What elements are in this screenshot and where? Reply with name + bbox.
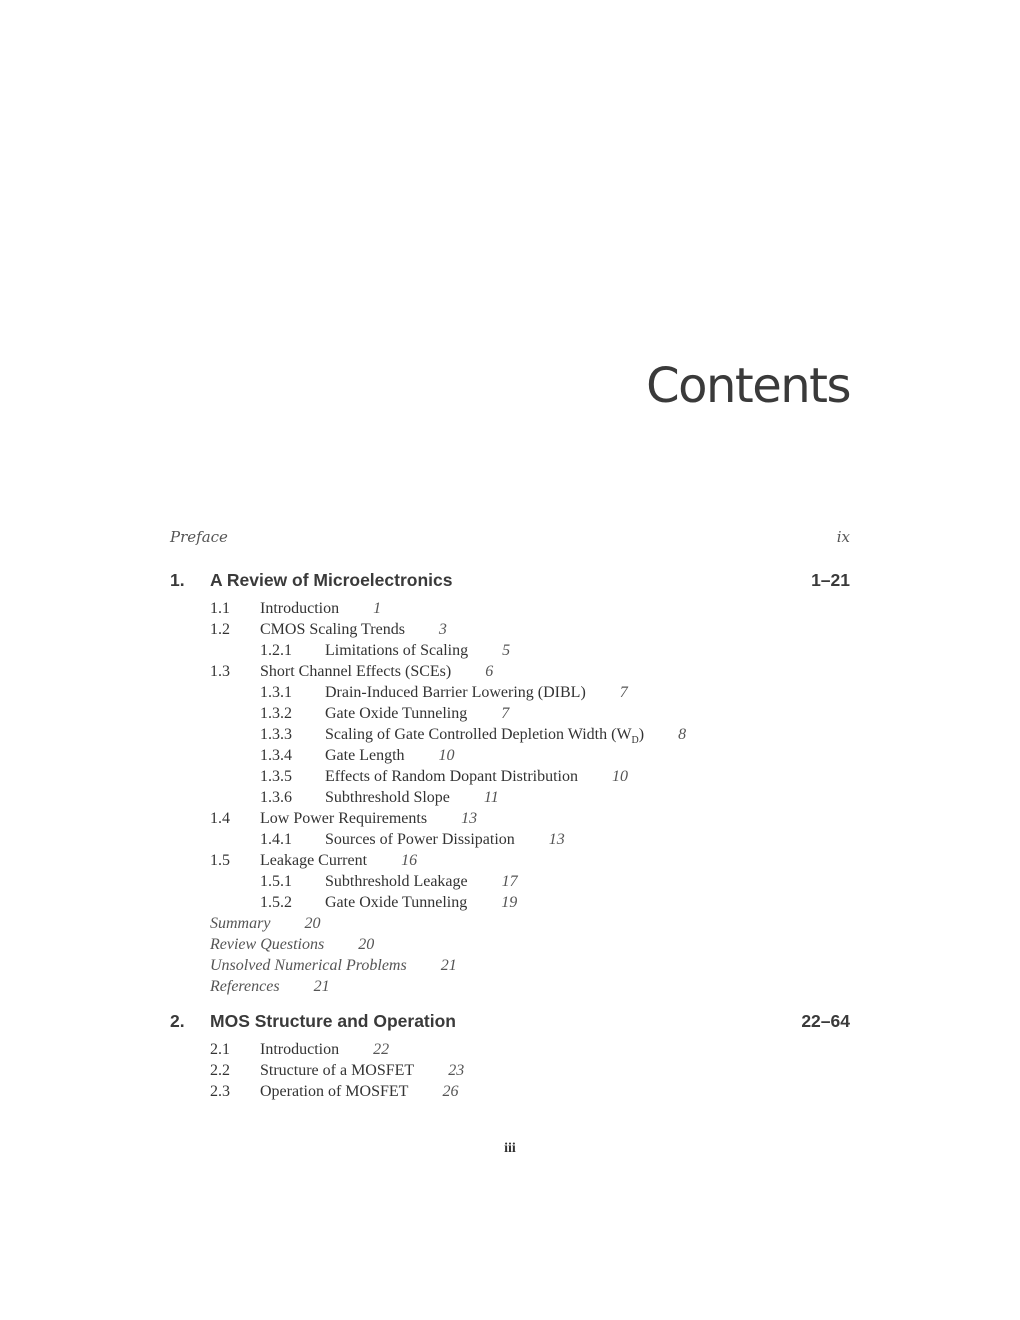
extra-page: 21 [313, 978, 330, 995]
section-page: 16 [401, 852, 418, 869]
section-title: Sources of Power Dissipation [325, 831, 515, 848]
toc-entry [210, 619, 447, 640]
section-title: Introduction [260, 1041, 340, 1058]
section-page: 10 [612, 768, 628, 785]
section-title-end: ) [638, 726, 645, 743]
section-page: 1 [373, 600, 382, 617]
preface-page: ix [836, 528, 850, 546]
section-number: 1.4.1 [260, 831, 292, 848]
section-title: Short Channel Effects (SCEs) [260, 663, 452, 680]
section-number: 1.5.1 [260, 873, 292, 890]
section-title-wrap [325, 829, 565, 850]
section-number: 1.3.2 [260, 705, 292, 722]
extra-title: Unsolved Numerical Problems [210, 957, 407, 974]
section-page: 7 [619, 684, 628, 701]
section-title-wrap [260, 808, 477, 829]
toc-extra-entry [210, 913, 320, 934]
section-title-wrap [325, 703, 509, 724]
section-title: Operation of MOSFET [260, 1083, 409, 1100]
section-title-wrap [325, 871, 518, 892]
section-title-wrap [260, 1060, 464, 1081]
section-number: 1.5 [210, 852, 230, 869]
section-title-wrap [325, 640, 510, 661]
section-page: 8 [678, 726, 687, 743]
chapter-page-range: 22–64 [801, 1011, 850, 1031]
section-number: 1.4 [210, 810, 230, 827]
page-title: Contents [646, 358, 850, 414]
section-title: Structure of a MOSFET [260, 1062, 415, 1079]
section-title: Subthreshold Leakage [325, 873, 468, 890]
section-title-wrap [260, 1039, 389, 1060]
section-title: Introduction [260, 600, 340, 617]
section-title-wrap [325, 745, 455, 766]
section-page: 5 [502, 642, 511, 659]
section-title: Gate Oxide Tunneling [325, 705, 468, 722]
section-title-wrap [325, 682, 628, 703]
section-page: 6 [485, 663, 494, 680]
section-number: 1.5.2 [260, 894, 292, 911]
section-page: 17 [501, 873, 518, 890]
page-number-footer: iii [504, 1141, 516, 1156]
toc-subentry [260, 871, 518, 892]
section-number: 2.1 [210, 1041, 230, 1058]
section-title-wrap [325, 766, 628, 787]
section-title: Effects of Random Dopant Distribution [325, 768, 578, 785]
extra-title: References [210, 978, 280, 995]
section-title: Gate Oxide Tunneling [325, 894, 468, 911]
chapter-number: 2. [170, 1011, 185, 1031]
extra-page: 20 [358, 936, 375, 953]
section-page: 10 [438, 747, 455, 764]
chapter-title: MOS Structure and Operation [210, 1011, 456, 1031]
section-title-wrap [260, 619, 447, 640]
toc-entry [210, 808, 478, 829]
section-page: 7 [501, 705, 510, 722]
toc-subentry [260, 745, 455, 766]
toc-entry [210, 598, 382, 619]
chapter-title: A Review of Microelectronics [210, 570, 453, 590]
section-page: 19 [501, 894, 518, 911]
toc-subentry [260, 703, 510, 724]
section-page: 11 [483, 789, 499, 806]
section-number: 1.2.1 [260, 642, 292, 659]
chapter-page-range: 1–21 [811, 570, 850, 590]
toc-subentry [260, 892, 518, 913]
toc-extra-entry [210, 955, 457, 976]
toc-subentry [260, 766, 628, 787]
toc-extra-entry [210, 976, 330, 997]
toc-entry [210, 661, 494, 682]
section-title: Limitations of Scaling [325, 642, 469, 659]
extra-page: 21 [440, 957, 457, 974]
section-title-wrap [325, 787, 499, 808]
section-title: Scaling of Gate Controlled Depletion Width (W [325, 726, 632, 743]
toc-entry [210, 1039, 390, 1060]
toc-entry [210, 1060, 465, 1081]
section-number: 1.3.3 [260, 726, 292, 743]
section-title-wrap [260, 661, 493, 682]
section-title-wrap [260, 1081, 458, 1102]
toc-subentry [260, 829, 565, 850]
section-number: 2.3 [210, 1083, 230, 1100]
toc-subentry [260, 787, 499, 808]
toc-subentry [260, 724, 687, 747]
section-title-wrap [325, 892, 517, 913]
section-title: Subthreshold Slope [325, 789, 450, 806]
extra-title: Review Questions [210, 936, 325, 953]
section-number: 1.3.4 [260, 747, 292, 764]
section-page: 13 [461, 810, 478, 827]
chapter-number: 1. [170, 570, 185, 590]
section-title: Low Power Requirements [260, 810, 428, 827]
section-number: 1.3.1 [260, 684, 292, 701]
toc-subentry [260, 640, 511, 661]
section-page: 3 [438, 621, 447, 638]
section-number: 1.3.6 [260, 789, 292, 806]
extra-title: Summary [210, 915, 271, 932]
section-number: 1.2 [210, 621, 230, 638]
toc-extra-entry [210, 934, 374, 955]
section-title: Gate Length [325, 747, 405, 764]
section-number: 1.1 [210, 600, 230, 617]
preface-label: Preface [170, 528, 228, 546]
section-number: 1.3.5 [260, 768, 292, 785]
section-title: Leakage Current [260, 852, 368, 869]
section-title: CMOS Scaling Trends [260, 621, 405, 638]
toc-entry [210, 1081, 459, 1102]
section-title-wrap [260, 598, 381, 619]
preface-entry [170, 528, 850, 550]
chapter-heading [170, 1011, 850, 1037]
extra-page: 20 [304, 915, 321, 932]
section-page: 26 [442, 1083, 459, 1100]
toc-subentry [260, 682, 628, 703]
section-number: 1.3 [210, 663, 230, 680]
section-page: 23 [448, 1062, 465, 1079]
section-page: 22 [373, 1041, 390, 1058]
section-title-wrap [260, 850, 417, 871]
chapter-heading [170, 570, 850, 596]
section-page: 13 [548, 831, 565, 848]
section-title: Drain-Induced Barrier Lowering (DIBL) [325, 684, 586, 701]
section-title-subscript: D [631, 735, 639, 747]
toc-entry [210, 850, 418, 871]
section-number: 2.2 [210, 1062, 230, 1079]
